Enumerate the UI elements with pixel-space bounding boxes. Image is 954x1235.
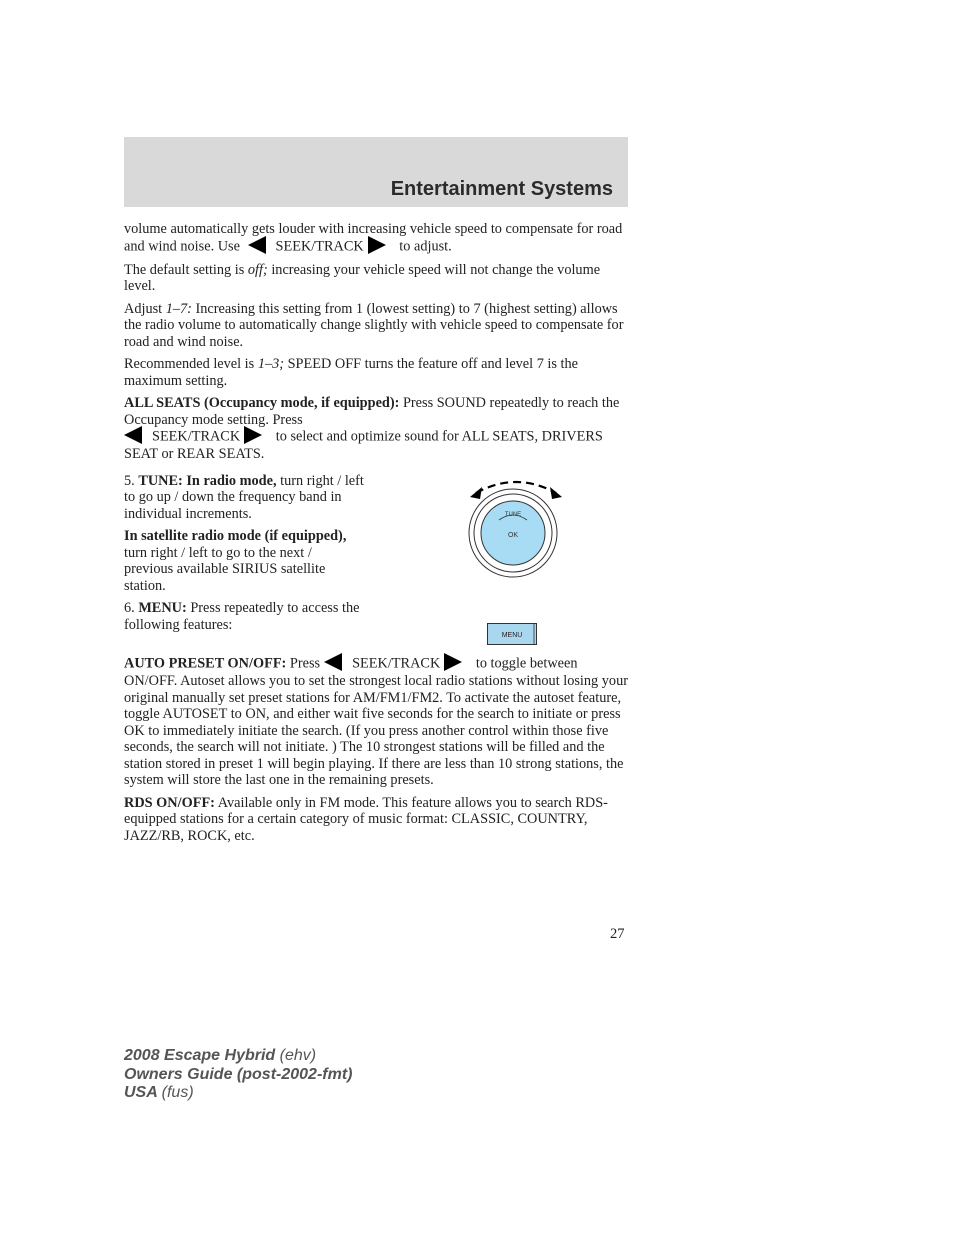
footer-line-3 xyxy=(124,1084,352,1103)
paragraph-tune xyxy=(124,473,364,523)
paragraph-text: volume automatically gets louder with increasing vehicle speed to compensate for road and wind noise. Use xyxy=(124,221,623,254)
footer-guide: Owners Guide (post-2002-fmt) xyxy=(124,1065,353,1083)
paragraph-text: to adjust. xyxy=(399,237,452,254)
paragraph-text: to toggle between ON/OFF. Autoset allows you to set the strongest local radio stations without losing your original manually set preset stations for AM/FM1/FM2. To activate the autoset feature, toggle AUTOSET to ON, and either wait five seconds for the search to initiate or press OK to immediately initiate the search. (If you press another control within those five seconds, the search will not initiate. ) The 10 strongest stations will be filled and the station stored in preset 1 will begin playing. If there are less than 10 strong stations, the system will store the last one in the remaining presets. xyxy=(124,655,628,788)
bold-term: TUNE: In radio mode, xyxy=(138,472,277,489)
paragraph-recommended xyxy=(124,356,629,389)
seek-right-arrow-icon xyxy=(368,236,386,254)
page-number: 27 xyxy=(610,926,625,942)
footer-model: 2008 Escape Hybrid xyxy=(124,1047,276,1064)
paragraph-text: Press xyxy=(289,655,321,672)
seek-track-label: SEEK/TRACK xyxy=(152,428,241,445)
item-number: 6. xyxy=(124,600,135,616)
seek-right-arrow-icon xyxy=(244,426,262,444)
paragraph-volume xyxy=(124,221,629,256)
paragraph-text: Available only in FM mode. This feature allows you to search RDS-equipped stations for a certain category of music format: CLASSIC, COUNTRY, JAZZ/RB, ROCK, etc. xyxy=(124,794,608,844)
tune-knob-illustration xyxy=(466,473,566,578)
paragraph-menu xyxy=(124,600,364,633)
paragraph-text: Press repeatedly to access the following features: xyxy=(124,600,360,633)
bold-term: In satellite radio mode (if equipped), xyxy=(124,528,347,544)
footer-market: USA xyxy=(124,1084,158,1101)
menu-button-illustration xyxy=(487,623,537,645)
paragraph-text: Adjust xyxy=(124,300,163,317)
paragraph-text: Increasing this setting from 1 (lowest setting) to 7 (highest setting) allows the radio volume to automatically change slightly with vehicle speed to compensate for road and wind noise. xyxy=(124,300,624,350)
paragraph-text: The default setting is xyxy=(124,261,245,278)
bold-term: AUTO PRESET ON/OFF: xyxy=(124,655,287,672)
paragraph-text: to select and optimize sound for ALL SEATS, DRIVERS SEAT or REAR SEATS. xyxy=(124,428,603,462)
paragraph-text: turn right / left to go up / down the frequency band in individual increments. xyxy=(124,472,364,522)
paragraph-rds xyxy=(124,795,629,845)
menu-button-label: MENU xyxy=(501,631,523,639)
italic-term: off; xyxy=(247,261,268,278)
seek-left-arrow-icon xyxy=(324,653,342,671)
seek-track-label: SEEK/TRACK xyxy=(352,655,441,672)
section-header-bar xyxy=(124,137,628,207)
knob-label-top: TUNE xyxy=(504,511,522,518)
paragraph-satellite xyxy=(124,528,364,594)
seek-track-label: SEEK/TRACK xyxy=(275,237,364,254)
paragraph-adjust xyxy=(124,301,629,351)
paragraph-auto-preset xyxy=(124,655,629,789)
paragraph-all-seats xyxy=(124,395,629,463)
paragraph-default xyxy=(124,262,629,295)
document-footer xyxy=(124,1047,352,1103)
page-body xyxy=(124,221,629,850)
italic-term: 1–3; xyxy=(257,356,285,372)
footer-line-2 xyxy=(124,1066,352,1085)
footer-code: (fus) xyxy=(161,1084,194,1101)
item-number: 5. xyxy=(124,472,135,489)
paragraph-text: increasing your vehicle speed will not change the volume level. xyxy=(124,261,601,294)
section-title: Entertainment Systems xyxy=(390,178,613,200)
paragraph-text: turn right / left to go to the next / previous available SIRIUS satellite station. xyxy=(124,544,326,594)
paragraph-text: Press SOUND repeatedly to reach the Occupancy mode setting. Press xyxy=(124,395,620,428)
bold-term: MENU: xyxy=(138,600,187,616)
bold-term: ALL SEATS (Occupancy mode, if equipped): xyxy=(124,395,400,411)
tune-menu-section xyxy=(124,472,629,639)
seek-right-arrow-icon xyxy=(444,653,462,671)
italic-term: 1–7: xyxy=(165,300,192,317)
paragraph-text: SPEED OFF turns the feature off and level 7 is the maximum setting. xyxy=(124,356,579,389)
bold-term: RDS ON/OFF: xyxy=(124,794,215,811)
footer-code: (ehv) xyxy=(279,1047,317,1064)
seek-left-arrow-icon xyxy=(124,426,142,444)
footer-line-1 xyxy=(124,1047,352,1066)
knob-label-center: OK xyxy=(507,531,519,539)
seek-left-arrow-icon xyxy=(248,236,266,254)
paragraph-text: Recommended level is xyxy=(124,356,255,372)
